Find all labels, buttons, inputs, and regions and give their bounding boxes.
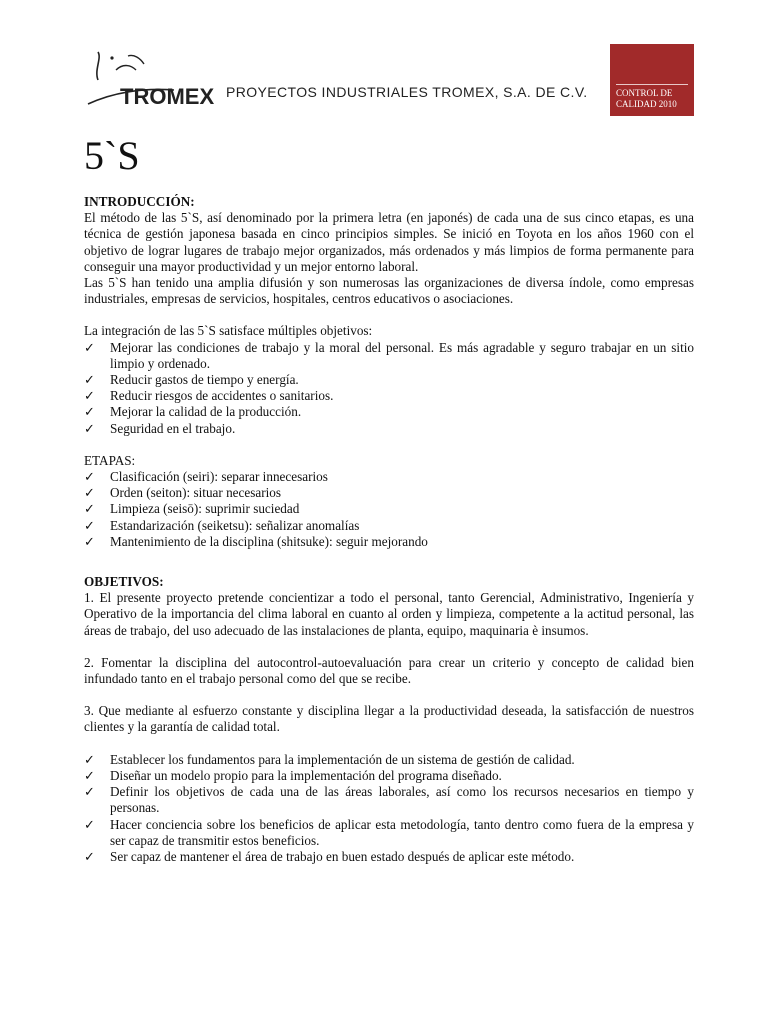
badge-line-1: CONTROL DE bbox=[616, 88, 673, 98]
list-item: ✓ Orden (seiton): situar necesarios bbox=[84, 485, 282, 501]
check-icon: ✓ bbox=[84, 517, 96, 533]
badge-line-2: CALIDAD 2010 bbox=[616, 99, 677, 109]
tromex-logo bbox=[84, 48, 234, 110]
document-body bbox=[84, 132, 694, 865]
intro-paragraph-2: Las 5`S han tenido una amplia difusión y son numerosas las organizaciones de diversa índole, como empresas industriales, empresas de servicios, hospitales, centros educativos o asociaciones. bbox=[84, 275, 694, 307]
company-name: PROYECTOS INDUSTRIALES TROMEX, S.A. DE C.V. bbox=[226, 84, 588, 100]
objective-1: 1. El presente proyecto pretende concientizar a todo el personal, tanto Gerencial, Administrativo, Ingeniería y Operativo de la importancia del clima laboral en cuanto al orden y limpieza, competente a la actitud personal, las áreas de trabajo, del uso adecuado de las instalaciones de planta, equipo, maquinaria è insumos. bbox=[84, 590, 694, 638]
list-item: ✓ Estandarización (seiketsu): señalizar anomalías bbox=[84, 517, 360, 533]
document-header bbox=[84, 44, 694, 116]
etapas-checklist bbox=[84, 469, 694, 550]
list-item: ✓ Reducir gastos de tiempo y energía. bbox=[84, 372, 299, 388]
list-item: ✓ Limpieza (seisō): suprimir suciedad bbox=[84, 501, 300, 517]
list-item: ✓ Reducir riesgos de accidentes o sanitarios. bbox=[84, 388, 334, 404]
list-item: ✓ Establecer los fundamentos para la implementación de un sistema de gestión de calidad. bbox=[84, 751, 575, 767]
check-icon: ✓ bbox=[84, 816, 96, 832]
check-icon: ✓ bbox=[84, 339, 96, 355]
list-item: ✓ Mantenimiento de la disciplina (shitsuke): seguir mejorando bbox=[84, 533, 428, 549]
objetivos-heading: OBJETIVOS: bbox=[84, 574, 164, 590]
objective-3: 3. Que mediante al esfuerzo constante y disciplina llegar a la productividad deseada, la satisfacción de nuestros clientes y la garantía de calidad total. bbox=[84, 703, 694, 735]
intro-paragraph-1: El método de las 5`S, así denominado por la primera letra (en japonés) de cada una de sus cinco etapas, es una técnica de gestión japonesa basada en cinco principios simples. Se inició en Toyota en los años 1960 con el objetivo de lograr lugares de trabajo mejor organizados, más ordenados y más limpios de forma permanente para conseguir una mayor productividad y un mejor entorno laboral. bbox=[84, 210, 694, 274]
list-item: ✓ Mejorar la calidad de la producción. bbox=[84, 404, 302, 420]
check-icon: ✓ bbox=[84, 533, 96, 549]
check-icon: ✓ bbox=[84, 420, 96, 436]
check-icon: ✓ bbox=[84, 404, 96, 420]
check-icon: ✓ bbox=[84, 372, 96, 388]
list-item: ✓ Definir los objetivos de cada una de las áreas laborales, así como los recursos necesarios en tiempo y personas. bbox=[84, 784, 694, 816]
check-icon: ✓ bbox=[84, 388, 96, 404]
check-icon: ✓ bbox=[84, 469, 96, 485]
objective-2: 2. Fomentar la disciplina del autocontrol-autoevaluación para crear un criterio y concepto de calidad bien infundado tanto en el trabajo personal como del que se recibe. bbox=[84, 654, 694, 687]
check-icon: ✓ bbox=[84, 501, 96, 517]
check-icon: ✓ bbox=[84, 767, 96, 783]
logo-wordmark: TROMEX bbox=[120, 84, 215, 109]
objetivos-checklist bbox=[84, 752, 694, 865]
list-item: ✓ Diseñar un modelo propio para la implementación del programa diseñado. bbox=[84, 767, 502, 783]
list-item: ✓ Ser capaz de mantener el área de trabajo en buen estado después de aplicar este método. bbox=[84, 848, 575, 864]
intro-paragraph-3: La integración de las 5`S satisface múltiples objetivos: bbox=[84, 323, 373, 339]
list-item: ✓ Hacer conciencia sobre los beneficios de aplicar esta metodología, tanto dentro como fuera de la empresa y ser capaz de transmitir estos beneficios. bbox=[84, 816, 694, 848]
quality-control-badge bbox=[610, 44, 694, 116]
intro-checklist bbox=[84, 340, 694, 437]
check-icon: ✓ bbox=[84, 848, 96, 864]
page-title: 5`S bbox=[84, 133, 140, 178]
list-item: ✓ Seguridad en el trabajo. bbox=[84, 420, 236, 436]
list-item: ✓ Mejorar las condiciones de trabajo y la moral del personal. Es más agradable y seguro trabajar en un sitio limpio y ordenado. bbox=[84, 339, 694, 371]
intro-heading: INTRODUCCIÓN: bbox=[84, 194, 195, 209]
check-icon: ✓ bbox=[84, 784, 96, 800]
check-icon: ✓ bbox=[84, 751, 96, 767]
check-icon: ✓ bbox=[84, 485, 96, 501]
list-item: ✓ Clasificación (seiri): separar innecesarios bbox=[84, 469, 328, 485]
etapas-heading: ETAPAS: bbox=[84, 452, 136, 468]
